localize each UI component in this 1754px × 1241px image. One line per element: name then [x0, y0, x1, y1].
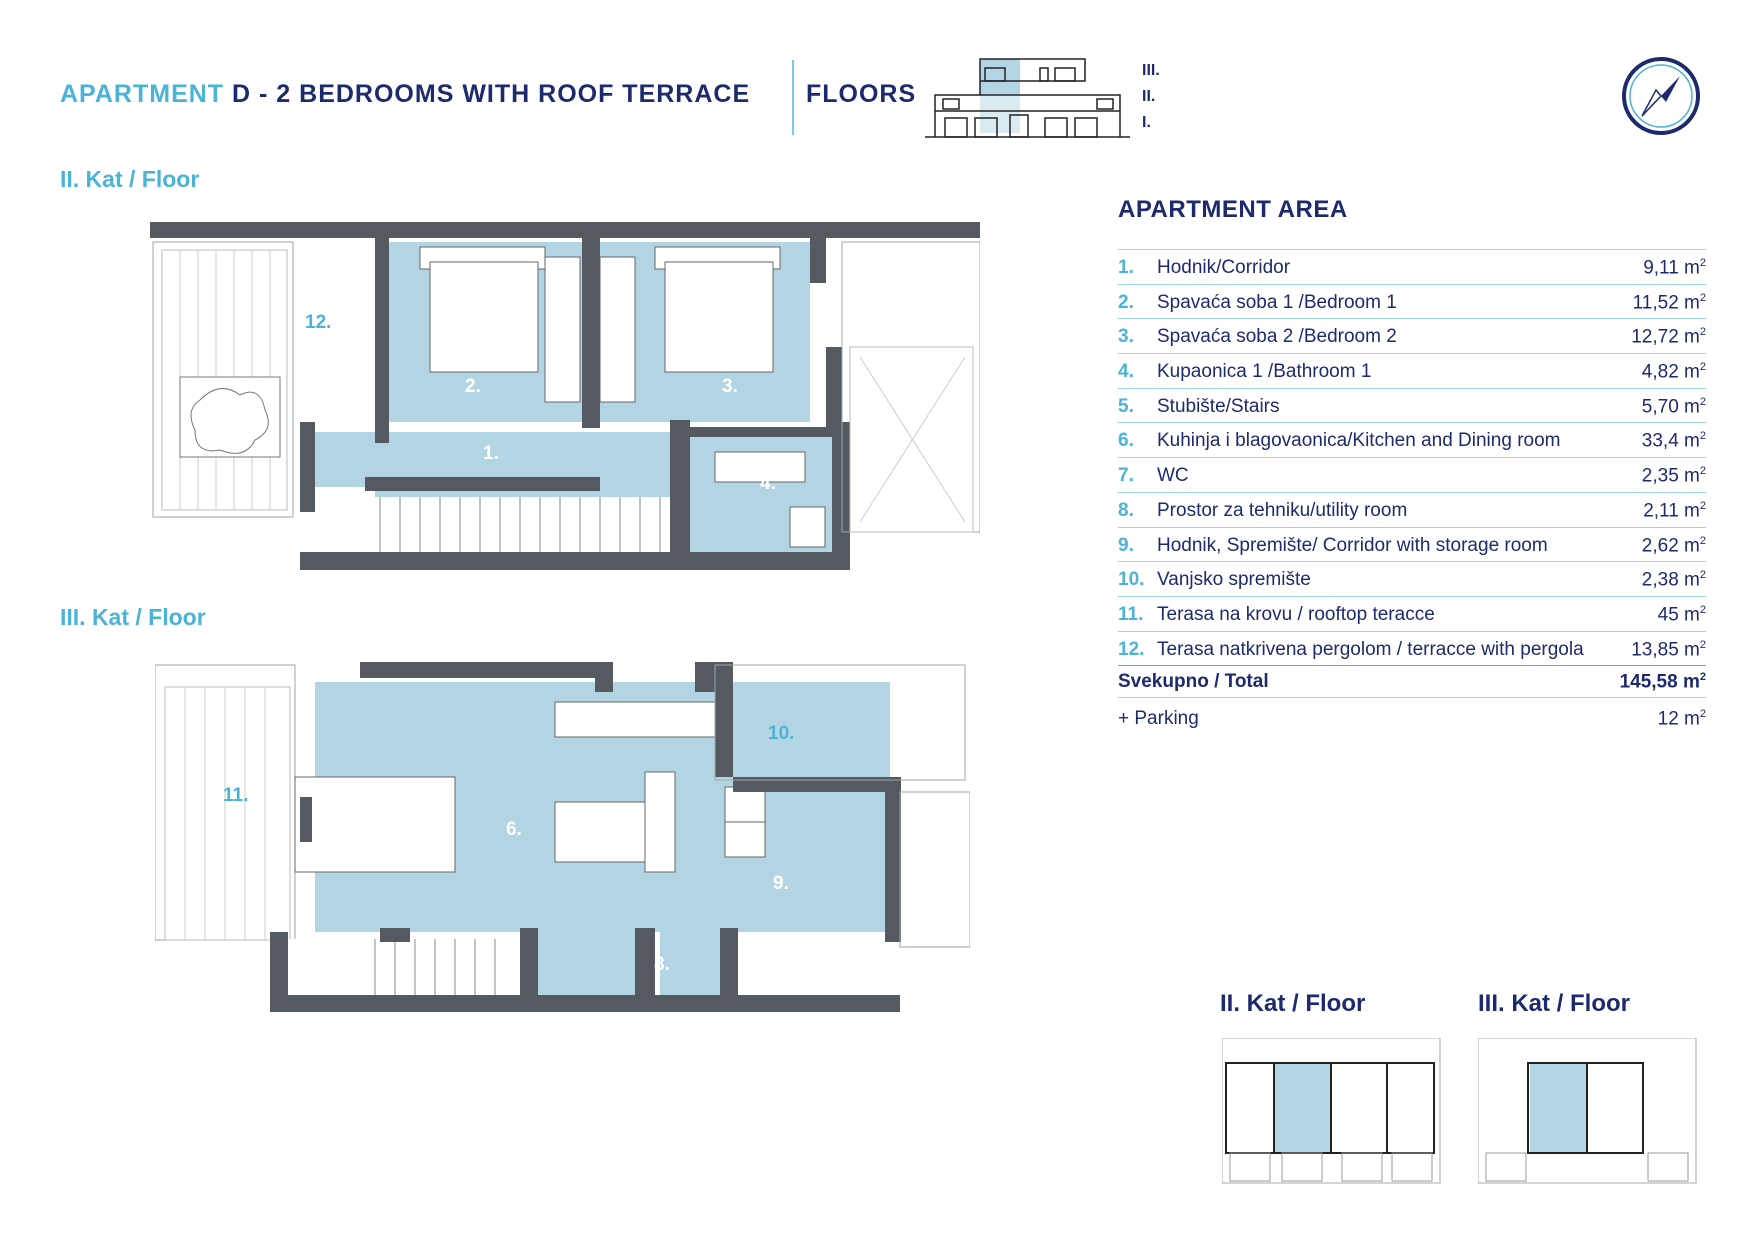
room-label-12: 12.: [305, 312, 332, 333]
area-row: [1118, 318, 1706, 353]
floor2-plan: [150, 222, 980, 572]
area-table: [1118, 249, 1706, 698]
area-row-number: 1.: [1118, 257, 1134, 278]
header-divider: [792, 60, 794, 135]
area-row-label: Kupaonica 1 /Bathroom 1: [1157, 361, 1372, 383]
area-row: [1118, 249, 1706, 284]
area-row-label: Spavaća soba 1 /Bedroom 1: [1157, 291, 1397, 313]
floor3-title: III. Kat / Floor: [60, 604, 206, 630]
keyplan-floor2-title: II. Kat / Floor: [1220, 990, 1366, 1017]
area-row-value: 4,82 $m^2$: [1641, 361, 1706, 383]
area-row-number: 9.: [1118, 534, 1134, 556]
area-row-number: 8.: [1118, 499, 1134, 521]
room-label-4: 4.: [760, 473, 776, 494]
level-1-label: I.: [1142, 114, 1151, 131]
area-row-value: 5,70 $m^2$: [1641, 395, 1706, 418]
room-label-5: 5.: [336, 954, 352, 975]
area-row-value: 33,4 $m^2$: [1641, 430, 1706, 452]
area-row: [1118, 457, 1706, 492]
area-row-label: Spavaća soba 2 /Bedroom 2: [1157, 326, 1397, 348]
area-total-row: [1118, 665, 1706, 698]
compass-icon: [1620, 55, 1702, 137]
room-label-9: 9.: [773, 873, 789, 894]
area-row: [1118, 527, 1706, 562]
area-row-number: 7.: [1118, 465, 1134, 487]
area-row-number: 3.: [1118, 326, 1134, 348]
area-row-value: 13,85 $m^2$: [1631, 638, 1706, 660]
area-row: [1118, 284, 1706, 319]
level-3-label: III.: [1142, 62, 1160, 79]
area-row-label: Terasa natkrivena pergolom / terracce with pergola: [1157, 638, 1584, 660]
apartment-area-title: APARTMENT AREA: [1118, 196, 1348, 223]
area-row-value: 2,11 $m^2$: [1643, 499, 1706, 522]
area-row: [1118, 388, 1706, 423]
area-row-value: 45 $m^2$: [1657, 603, 1706, 626]
floors-label: FLOORS: [806, 80, 917, 108]
total-value: 145,58 $m^2$: [1619, 671, 1706, 693]
area-row: [1118, 492, 1706, 527]
floor3-plan: [155, 662, 970, 1012]
room-label-6: 6.: [506, 819, 522, 840]
room-label-11: 11.: [223, 785, 249, 806]
total-label: Svekupno / Total: [1118, 671, 1269, 693]
room-label-8: 8.: [654, 954, 670, 975]
area-row-number: 12.: [1118, 638, 1145, 660]
area-row-number: 6.: [1118, 430, 1134, 452]
area-row: [1118, 353, 1706, 388]
keyplan-floor3: [1478, 1038, 1698, 1186]
building-elevation-icon: [925, 55, 1140, 140]
area-row-value: 2,35 $m^2$: [1641, 465, 1706, 487]
parking-row: [1118, 708, 1706, 730]
level-2-label: II.: [1142, 88, 1156, 105]
area-row-label: Prostor za tehniku/utility room: [1157, 499, 1408, 521]
floor2-title: II. Kat / Floor: [60, 166, 200, 192]
room-label-10: 10.: [768, 723, 795, 744]
room-label-2: 2.: [465, 376, 481, 397]
area-row: [1118, 596, 1706, 631]
title-apartment-type: D - 2 BEDROOMS WITH ROOF TERRACE: [232, 80, 751, 108]
room-label-7: 7.: [742, 954, 758, 975]
parking-label: + Parking: [1118, 708, 1199, 729]
area-row-label: Vanjsko spremište: [1157, 569, 1311, 591]
area-row: [1118, 561, 1706, 596]
area-row-number: 10.: [1118, 569, 1145, 591]
room-label-3: 3.: [722, 376, 738, 397]
page-title: [60, 80, 750, 109]
area-row-label: WC: [1157, 465, 1189, 487]
area-row-number: 4.: [1118, 361, 1134, 383]
area-row-value: 2,38 $m^2$: [1641, 569, 1706, 591]
area-row-label: Kuhinja i blagovaonica/Kitchen and Dining room: [1157, 430, 1561, 452]
keyplan-floor3-title: III. Kat / Floor: [1478, 990, 1631, 1017]
area-row-label: Stubište/Stairs: [1157, 395, 1280, 417]
keyplan-floor2: [1222, 1038, 1442, 1186]
area-row-number: 5.: [1118, 395, 1134, 417]
area-row-number: 2.: [1118, 291, 1134, 313]
area-row-label: Hodnik/Corridor: [1157, 257, 1291, 278]
area-row-number: 11.: [1118, 603, 1144, 625]
area-row-value: 11,52 $m^2$: [1632, 291, 1706, 314]
area-row: [1118, 422, 1706, 457]
area-row-value: 9,11 $m^2$: [1643, 257, 1706, 279]
area-row: [1118, 631, 1706, 666]
parking-value: 12 $m^2$: [1657, 708, 1706, 730]
area-row-label: Hodnik, Spremište/ Corridor with storage room: [1157, 534, 1548, 556]
area-row-label: Terasa na krovu / rooftop teracce: [1157, 603, 1435, 625]
area-row-value: 12,72 $m^2$: [1631, 326, 1706, 348]
area-row-value: 2,62 $m^2$: [1641, 534, 1706, 556]
room-label-1: 1.: [483, 443, 499, 464]
title-apartment: APARTMENT: [60, 80, 225, 108]
